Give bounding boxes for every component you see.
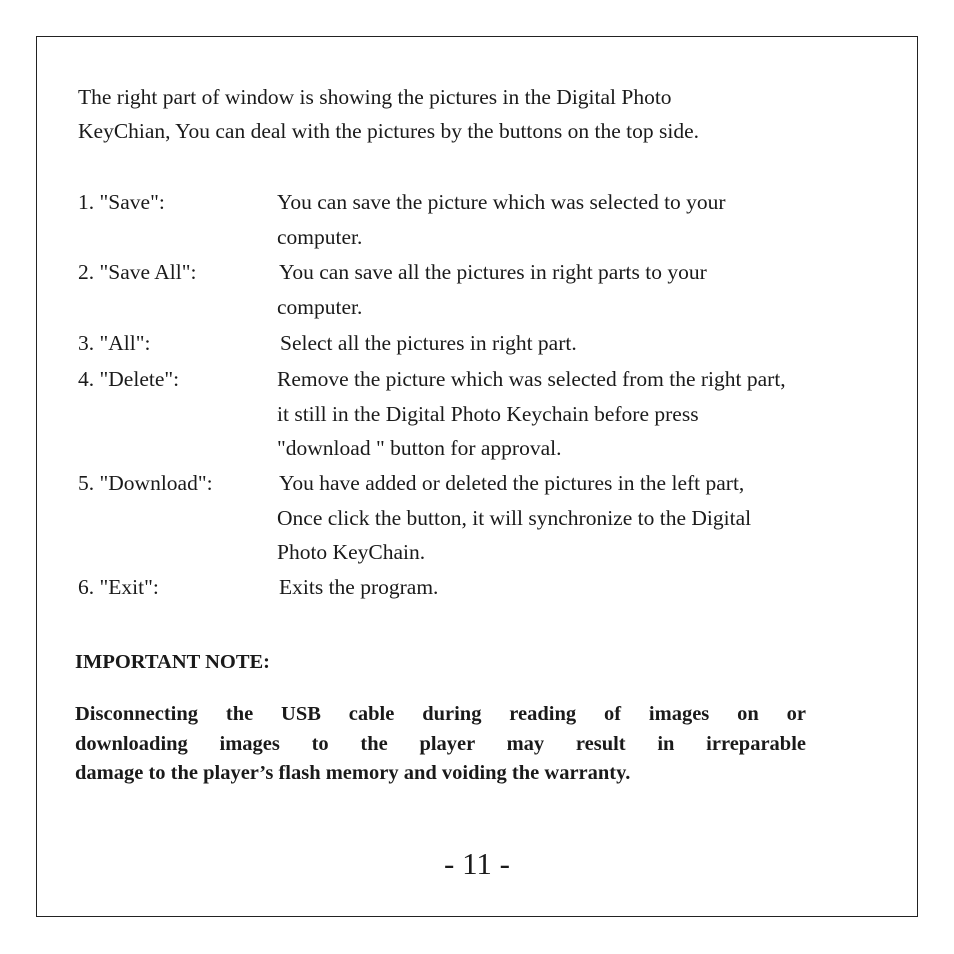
description-line: computer. [277, 224, 363, 249]
item-description [280, 326, 880, 361]
note-line: downloading images to the player may result in irreparable [75, 732, 806, 755]
item-description [279, 255, 879, 324]
description-line: You can save the picture which was selected to your [277, 190, 726, 214]
item-description [279, 570, 879, 605]
description-line: computer. [277, 294, 363, 319]
note-line: damage to the player’s flash memory and voiding the warranty. [75, 762, 631, 784]
intro-paragraph [78, 80, 838, 148]
item-label: 3. "All": [78, 331, 151, 355]
note-line: Disconnecting the USB cable during reading of images on or [75, 703, 806, 725]
item-label: 1. "Save": [78, 190, 165, 214]
description-line: Once click the button, it will synchronize to the Digital [277, 505, 752, 530]
intro-line: KeyChian, You can deal with the pictures by the buttons on the top side. [78, 119, 700, 143]
intro-line: The right part of window is showing the pictures in the Digital Photo [78, 85, 672, 109]
item-label: 4. "Delete": [78, 367, 180, 391]
item-label: 5. "Download": [78, 471, 213, 495]
item-label: 6. "Exit": [78, 575, 159, 599]
page-number: - 11 - [444, 846, 510, 881]
item-label: 2. "Save All": [78, 260, 197, 284]
description-line: "download " button for approval. [277, 436, 562, 460]
description-line: You can save all the pictures in right parts to your [279, 260, 707, 284]
description-line: it still in the Digital Photo Keychain before press [277, 401, 699, 426]
description-line: Select all the pictures in right part. [280, 331, 577, 355]
description-line: You have added or deleted the pictures in the left part, [279, 471, 745, 495]
description-line: Photo KeyChain. [277, 540, 426, 564]
item-description [279, 466, 879, 570]
important-note-body [75, 700, 806, 789]
description-line: Exits the program. [279, 575, 439, 599]
item-description [277, 185, 877, 254]
description-line: Remove the picture which was selected from the right part, [277, 367, 786, 391]
item-description [277, 362, 877, 466]
important-note-heading: IMPORTANT NOTE: [75, 651, 270, 673]
